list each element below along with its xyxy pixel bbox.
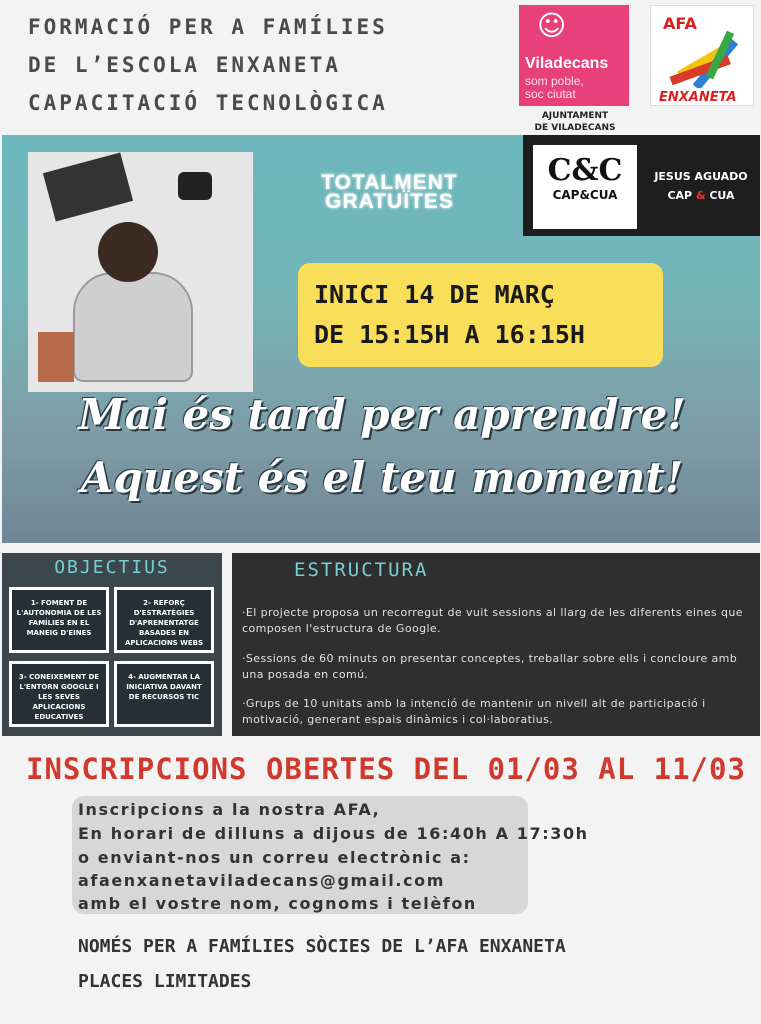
- registration-title: INSCRIPCIONS OBERTES DEL 01/03 AL 11/03: [26, 752, 746, 786]
- objectives-title: OBJECTIUS: [54, 557, 170, 578]
- capcua-name-2a: CAP: [667, 189, 696, 202]
- camera-icon: [178, 172, 212, 200]
- person-body: [73, 272, 193, 382]
- structure-panel: [232, 553, 760, 736]
- free-line-2: GRATUÏTES: [325, 190, 454, 213]
- objective-card-4: 4- AUGMENTAR LA INICIATIVA DAVANT DE RECURSOS TIC: [114, 661, 214, 727]
- capcua-mark: C&C: [547, 153, 623, 188]
- objective-card-1: 1- FOMENT DE L'AUTONOMIA DE LES FAMÍLIES EN EL MANEIG D'EINES: [9, 587, 109, 653]
- structure-paragraph-3: ·Grups de 10 unitats amb la intenció de mantenir un nivell alt de participació i motivació, generant espais dinàmics i col·laboratius.: [242, 697, 706, 726]
- crayons-icon: [665, 26, 749, 88]
- person-head: [98, 222, 158, 282]
- limited-places-note: PLACES LIMITADES: [78, 971, 252, 992]
- free-badge: [282, 173, 497, 211]
- structure-paragraph-1: ·El projecte proposa un recorregut de vuit sessions al llarg de les diferents eines que composen l'estructura de Google.: [242, 606, 743, 635]
- capcua-logo: [533, 145, 637, 229]
- objective-card-2: 2- REFORÇ D'ESTRATÈGIES D'APRENENTATGE BASADES EN APLICACIONS WEBS: [114, 587, 214, 653]
- start-date-box: [298, 263, 663, 367]
- page-title: [28, 8, 388, 122]
- start-date: INICI 14 DE MARÇ: [314, 280, 555, 309]
- motto-line-1: Mai és tard per aprendre!: [78, 390, 686, 439]
- capcua-name-2: [645, 186, 757, 205]
- motto: [32, 383, 732, 509]
- capcua-amp: &: [695, 189, 706, 202]
- registration-line-5: amb el vostre nom, cognoms i telèfon: [78, 894, 477, 913]
- viladecans-name: Viladecans: [525, 55, 609, 72]
- structure-title: ESTRUCTURA: [294, 559, 429, 581]
- afa-enxaneta-logo: [650, 5, 754, 106]
- capcua-name-1: JESUS AGUADO: [654, 170, 748, 183]
- hero-banner: [2, 135, 760, 543]
- registration-line-3: o enviant-nos un correu electrònic a:: [78, 848, 471, 867]
- capcua-label: CAP&CUA: [552, 188, 618, 202]
- title-line-2: DE L’ESCOLA ENXANETA: [28, 53, 341, 77]
- title-line-3: CAPACITACIÓ TECNOLÒGICA: [28, 91, 388, 115]
- viladecans-tag-1: som poble,: [525, 74, 584, 88]
- viladecans-tagline: [525, 75, 584, 101]
- book-icon: [38, 332, 74, 382]
- members-only-note: NOMÉS PER A FAMÍLIES SÒCIES DE L’AFA ENXANETA: [78, 936, 566, 957]
- objectives-panel: [2, 553, 222, 736]
- capcua-name: [645, 167, 757, 205]
- hero-photo: [28, 152, 253, 392]
- registration-line-2: En horari de dilluns a dijous de 16:40h A 17:30h: [78, 824, 589, 843]
- smile-icon: ☺: [537, 9, 567, 42]
- free-line-1: TOTALMENT: [321, 171, 458, 194]
- registration-email[interactable]: afaenxanetaviladecans@gmail.com: [78, 871, 446, 890]
- capcua-box: [523, 135, 760, 236]
- afa-logo-top: AFA: [663, 14, 697, 33]
- viladecans-caption-2: DE VILADECANS: [534, 123, 616, 133]
- viladecans-logo: [519, 5, 629, 106]
- title-line-1: FORMACIÓ PER A FAMÍLIES: [28, 15, 388, 39]
- capcua-name-2b: CUA: [705, 189, 735, 202]
- laptop-icon: [43, 152, 133, 221]
- viladecans-caption-1: AJUNTAMENT: [541, 111, 609, 121]
- afa-logo-bottom: ENXANETA: [659, 90, 737, 105]
- registration-line-1: Inscripcions a la nostra AFA,: [78, 800, 381, 819]
- start-time: DE 15:15H A 16:15H: [314, 320, 585, 349]
- motto-line-2: Aquest és el teu moment!: [80, 453, 684, 502]
- viladecans-tag-2: soc ciutat: [525, 87, 576, 101]
- viladecans-caption: [520, 110, 630, 134]
- objective-card-3: 3- CONEIXEMENT DE L'ENTORN GOOGLE I LES SEVES APLICACIONS EDUCATIVES: [9, 661, 109, 727]
- structure-paragraph-2: ·Sessions de 60 minuts on presentar conceptes, treballar sobre ells i concloure amb una posada en comú.: [242, 652, 738, 681]
